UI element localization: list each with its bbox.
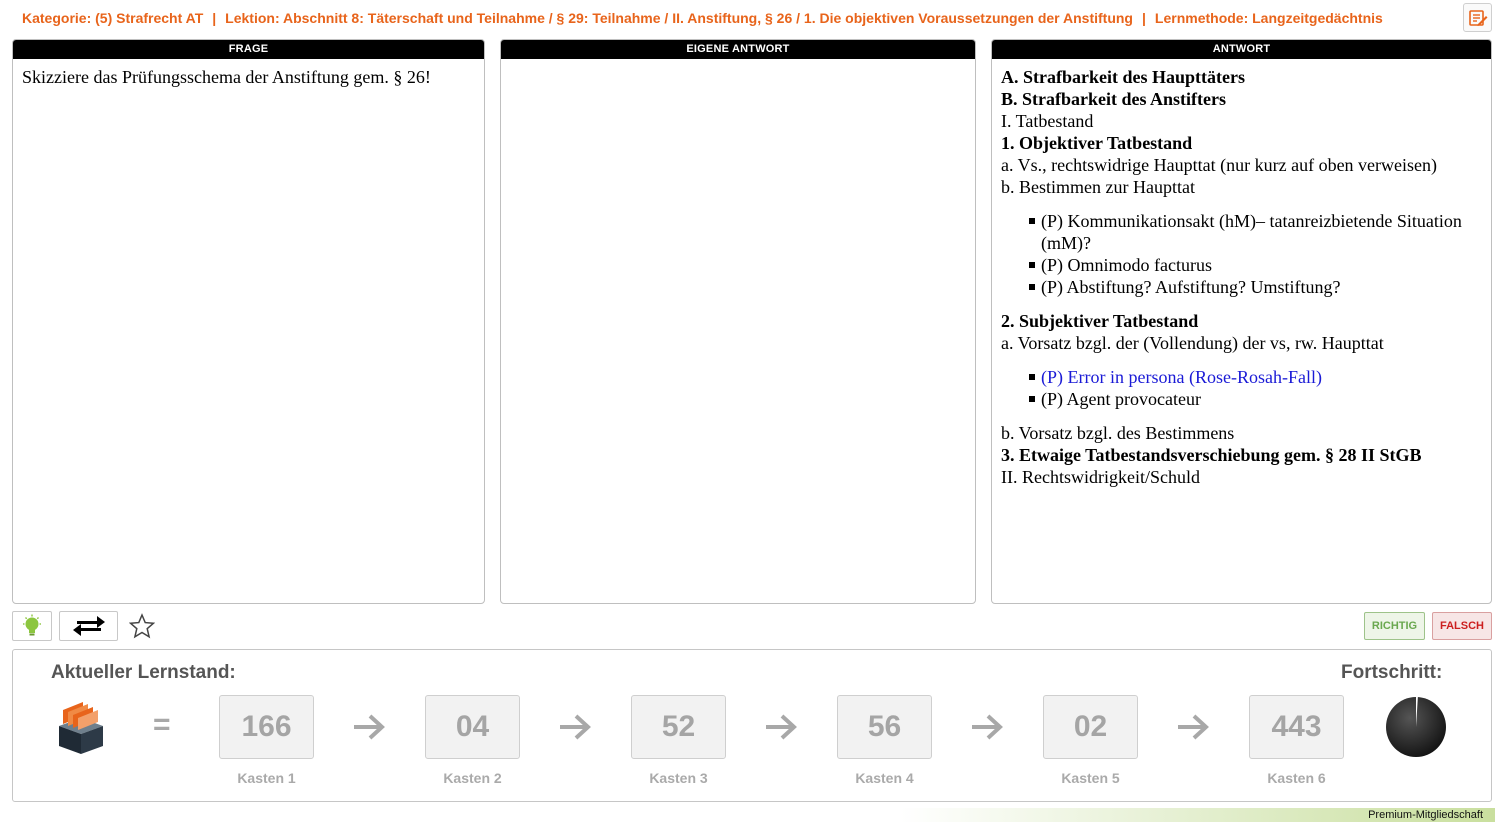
footer-bar bbox=[900, 808, 1495, 822]
answer-text bbox=[992, 59, 1491, 495]
favorite-button[interactable] bbox=[126, 611, 158, 641]
answer-line: 1. Objektiver Tatbestand bbox=[1001, 133, 1193, 153]
own-answer-input[interactable] bbox=[501, 59, 975, 599]
edit-card-button[interactable] bbox=[1463, 3, 1492, 32]
answer-bullet: (P) Kommunikationsakt (hM)– tatanreizbietende Situation (mM)? bbox=[1029, 210, 1482, 254]
edit-note-icon bbox=[1468, 8, 1488, 28]
membership-label: Premium-Mitgliedschaft bbox=[1368, 809, 1483, 821]
answer-line: A. Strafbarkeit des Haupttäters bbox=[1001, 67, 1245, 87]
wrong-button[interactable]: FALSCH bbox=[1432, 612, 1492, 640]
learning-status-title: Aktueller Lernstand: bbox=[51, 662, 236, 683]
right-arrow-icon bbox=[970, 712, 1004, 742]
right-arrow-icon bbox=[352, 712, 386, 742]
answer-line: b. Vorsatz bzgl. des Bestimmens bbox=[1001, 423, 1235, 443]
answer-line: 3. Etwaige Tatbestandsverschiebung gem. § 28 II StGB bbox=[1001, 445, 1422, 465]
learning-status-panel bbox=[12, 649, 1492, 802]
equals-sign: = bbox=[153, 708, 171, 741]
box-count-5: 02 bbox=[1043, 695, 1138, 759]
box-label-5: Kasten 5 bbox=[1061, 770, 1120, 786]
box-label-1: Kasten 1 bbox=[237, 770, 296, 786]
swap-arrows-icon bbox=[71, 614, 107, 638]
breadcrumb-kategorie: Kategorie: (5) Strafrecht AT bbox=[22, 10, 204, 26]
box-label-3: Kasten 3 bbox=[649, 770, 708, 786]
progress-pie-chart bbox=[1385, 696, 1447, 758]
card-box-icon bbox=[55, 700, 107, 755]
answer-line: a. Vorsatz bzgl. der (Vollendung) der vs, rw. Haupttat bbox=[1001, 333, 1384, 353]
right-arrow-icon bbox=[764, 712, 798, 742]
question-text: Skizziere das Prüfungsschema der Anstiftung gem. § 26! bbox=[22, 67, 431, 87]
own-answer-panel[interactable] bbox=[500, 39, 976, 604]
question-panel-title: FRAGE bbox=[13, 40, 484, 59]
answer-line: II. Rechtswidrigkeit/Schuld bbox=[1001, 467, 1200, 487]
box-count-6: 443 bbox=[1249, 695, 1344, 759]
answer-bullet-list bbox=[1029, 210, 1482, 298]
header bbox=[0, 0, 1495, 36]
answer-panel bbox=[991, 39, 1492, 604]
box-label-6: Kasten 6 bbox=[1267, 770, 1326, 786]
answer-bullet: (P) Omnimodo facturus bbox=[1029, 254, 1482, 276]
breadcrumb-separator: | bbox=[212, 10, 217, 26]
correct-button[interactable]: RICHTIG bbox=[1364, 612, 1425, 640]
box-label-4: Kasten 4 bbox=[855, 770, 914, 786]
lightbulb-icon bbox=[21, 614, 43, 638]
breadcrumb bbox=[22, 10, 1457, 28]
breadcrumb-lernmethode: Lernmethode: Langzeitgedächtnis bbox=[1154, 10, 1383, 26]
answer-bullet: (P) Abstiftung? Aufstiftung? Umstiftung? bbox=[1029, 276, 1482, 298]
box-count-3: 52 bbox=[631, 695, 726, 759]
answer-line: 2. Subjektiver Tatbestand bbox=[1001, 311, 1199, 331]
star-outline-icon bbox=[129, 613, 155, 639]
hint-button[interactable] bbox=[12, 611, 52, 641]
answer-line: b. Bestimmen zur Haupttat bbox=[1001, 177, 1195, 197]
box-count-1: 166 bbox=[219, 695, 314, 759]
answer-line: I. Tatbestand bbox=[1001, 111, 1094, 131]
progress-title: Fortschritt: bbox=[1341, 662, 1443, 683]
answer-bullet-list bbox=[1029, 366, 1482, 410]
right-arrow-icon bbox=[1176, 712, 1210, 742]
own-answer-panel-title: EIGENE ANTWORT bbox=[501, 40, 975, 59]
box-count-4: 56 bbox=[837, 695, 932, 759]
answer-panel-title: ANTWORT bbox=[992, 40, 1491, 59]
box-count-2: 04 bbox=[425, 695, 520, 759]
right-arrow-icon bbox=[558, 712, 592, 742]
swap-button[interactable] bbox=[59, 611, 118, 641]
answer-bullet-link[interactable]: (P) Error in persona (Rose-Rosah-Fall) bbox=[1029, 366, 1482, 388]
question-panel bbox=[12, 39, 485, 604]
answer-line: B. Strafbarkeit des Anstifters bbox=[1001, 89, 1226, 109]
breadcrumb-separator: | bbox=[1141, 10, 1146, 26]
answer-line: a. Vs., rechtswidrige Haupttat (nur kurz auf oben verweisen) bbox=[1001, 155, 1438, 175]
breadcrumb-lektion: Lektion: Abschnitt 8: Täterschaft und Teilnahme / § 29: Teilnahme / II. Anstiftung, § 26 / 1. Die objektiven Voraussetzungen der Anstiftung bbox=[225, 10, 1133, 26]
box-label-2: Kasten 2 bbox=[443, 770, 502, 786]
answer-bullet: (P) Agent provocateur bbox=[1029, 388, 1482, 410]
